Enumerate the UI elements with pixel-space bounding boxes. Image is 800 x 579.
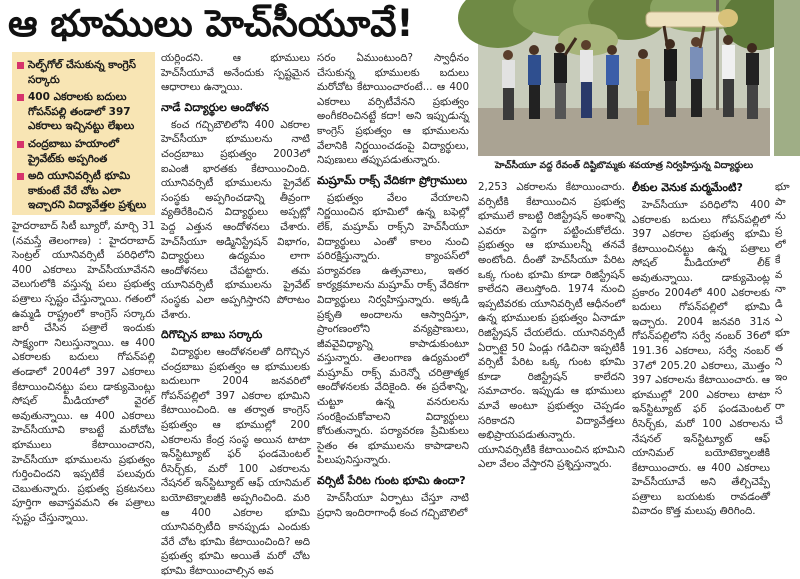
subheading: మష్రూమ్ రాక్స్ వేదికగా ప్రోగ్రాములు (317, 173, 468, 187)
student-figure (580, 40, 593, 118)
protest-photo (478, 0, 770, 156)
cropped-text-line: చే (775, 414, 783, 427)
student-figure (502, 50, 515, 120)
paragraph: హెచ్‌సీయూ పరిధిలోని 400 ఎకరాలకు బదులు గోపన్‌పల్లిలో 397 ఎకరాల ప్రభుత్వ భూమి కేటాయించినట్టు ఉన్న పత్రాలు సోషల్ మీడియాలో లీక్ అవుతున్నాయి. డాక్యుమెంట్ల ప్రకారం 2004లో 400 ఎకరాలకు బదులు గోపన్‌పల్లిలో భూమి ఇచ్చారు. 2004 జనవరి 31న గోపన్‌పల్లిలోని సర్వే నంబర్ 36లో 191.36 ఎకరాలు, సర్వే నంబర్ 37లో 205.20 ఎకరాలు, మొత్తం 397 ఎకరాలను కేటాయించారు. ఆ భూముల్లో 200 ఎకరాలు టాటా ఇన్‌స్టిట్యూట్ ఫర్ ఫండమెంటల్ రీసెర్చ్‌కు, మరో 100 ఎకరాలను నేషనల్ ఇన్‌స్టిట్యూట్ ఆఫ్ యానిమల్ బయోటెక్నాలజీకి కేటాయించారు. ఆ 400 ఎకరాలు హెచ్‌సీయూవే అని తేల్చిచెప్పే పత్రాలు బయటకు రావడంతో వివాదం కొత్త మలుపు తిరిగింది. (632, 199, 770, 518)
paragraph: యర్లిందని. ఆ భూములు హెచ్‌సీయూవే అనేందుకు స్పష్టమైన ఆధారాలు ఉన్నాయి. (161, 52, 310, 94)
police-officer (636, 49, 650, 125)
effigy (646, 9, 738, 27)
cropped-text-line: స (775, 385, 783, 398)
subheading: నాడే విద్యార్థుల ఆందోళన (161, 100, 269, 114)
article-column-4 (478, 180, 625, 471)
student-figure (722, 35, 735, 117)
headline: ఆ భూములు హెచ్‌సీయూవే! (8, 2, 414, 45)
highlight-text: అది యూనివర్సిటీ భూమి కాకుంటే వేరే చోట ఎలా ఇచ్చారని విద్యావేత్తల ప్రశ్నలు (28, 170, 147, 212)
subheading: లీకుల వెనుక మర్మమేంటి? (632, 181, 743, 194)
cropped-text-line: నా (775, 283, 786, 296)
bullet-square-icon (17, 62, 24, 69)
paragraph: హెచ్‌సీయూ ఏర్పాటు చేస్తూ నాటి ప్రధాని ఇందిరాగాంధీ కంచ గచ్చిబౌలిలో (317, 492, 469, 519)
subheading: వర్సిటీ పేరిట గుంట భూమి ఉందా? (317, 474, 466, 488)
cropped-text-line: ప్ర (775, 224, 783, 237)
highlights-list (17, 58, 150, 213)
student-figure (606, 45, 619, 119)
paragraph: కంచ గచ్చిబౌలిలోని 400 ఎకరాల హెచ్‌సీయూ భూములను నాటి చంద్రబాబు ప్రభుత్వం 2003లో ఐఎంజీ భారతకు కేటాయించింది. యూనివర్సిటీ భూములను ప్రైవేట్ సంస్థకు అప్పగించడాన్ని తీవ్రంగా వ్యతిరేకించిన విద్యార్థులు అప్పట్లో పెద్ద ఎత్తున ఆందోళనలు చేశారు. హెచ్‌సీయూ అడ్మినిస్ట్రేషన్ విభాగం, విద్యార్థులు ఉద్యమం లాగా ఆందోళనలు చేపట్టారు. తమ యూనివర్సిటీ భూములను ప్రైవేట్ సంస్థకు ఎలా అప్పగిస్తారని పోరాటం చేశారు. (161, 118, 310, 321)
lead-paragraph: హైదరాబాద్ సిటీ బ్యూరో, మార్చి 31 (నమస్తే తెలంగాణ) : హైదరాబాద్ సెంట్రల్ యూనివర్సిటీ పరిధిలోని 400 ఎకరాలు హెచ్‌సీయూవేనని వెలుగులోకి వస్తున్న పలు ప్రభుత్వ పత్రాలు స్పష్టం చేస్తున్నాయి. గతంలో ఉమ్మడి రాష్ట్రంలో కాంగ్రెస్ సర్కారు జారీ చేసిన పత్రాలే ఇందుకు సాక్ష్యంగా నిలుస్తున్నాయి. ఆ 400 ఎకరాలకు బదులు గోపన్‌పల్లి తండాలో 2004లో 397 ఎకరాలు కేటాయించినట్టు పలు డాక్యుమెంట్లు సోషల్ మీడియాలో వైరల్ అవుతున్నాయి. ఆ 400 ఎకరాలు హెచ్‌సీయూవి కాబట్టే మరోచోట భూములు కేటాయించారని, హెచ్‌సీయూ భూములను ప్రభుత్వం గుర్తించిందని ఇప్పటికే పలువురు చెబుతున్నారు. ప్రభుత్వ ప్రకటనలు పూర్తిగా అవాస్తవమని ఈ పత్రాలు స్పష్టం చేస్తున్నాయి. (12, 220, 155, 524)
cropped-text-line: పా (775, 195, 786, 208)
paragraph: సరం ఏముంటుంది? స్వాధీనం చేసుకున్న భూములకు బదులు మరోచోట కేటాయించారంటే... ఆ 400 ఎకరాలు వర్సిటీవేనని ప్రభుత్వం అంగీకరించినట్టే కదా! అని ఇప్పుడున్న కాంగ్రెస్ ప్రభుత్వం ఆ భూములను వేలానికి నిర్ణయించడంపై విద్యార్థులు, నిపుణులు తప్పుపడుతున్నారు. (317, 52, 469, 167)
cropped-text-line: కే (775, 253, 781, 266)
cropped-text-line: ను (775, 210, 786, 223)
student-figure (746, 43, 759, 119)
paragraph: విద్యార్థుల ఆందోళనలతో దిగొచ్చిన చంద్రబాబు ప్రభుత్వం ఆ భూములకు బదులుగా 2004 జనవరిలో గోపన్‌పల్లిలో 397 ఎకరాల భూమిని కేటాయించింది. ఆ తర్వాత కాంగ్రెస్ ప్రభుత్వం ఆ భూముల్లో 200 ఎకరాలను కేంద్ర సంస్థ అయిన టాటా ఇన్‌స్టిట్యూట్ ఫర్ ఫండమెంటల్ రీసెర్చ్‌కు, మరో 100 ఎకరాలను నేషనల్ ఇన్‌స్టిట్యూట్ ఆఫ్ యానిమల్ బయోటెక్నాలజీకి అప్పగించింది. మరి ఆ 400 ఎకరాల భూమి యూనివర్సిటీది కానప్పుడు ఎందుకు వేరే చోట భూమి కేటాయించింది? అది ప్రభుత్వ భూమి అయితే మరో చోట భూమి కేటాయించాల్సిన అవ (161, 346, 310, 577)
photo-caption: హెచ్‌సీయూ వద్ద రేవంత్ దిష్టిబొమ్మకు శవయాత్ర నిర్వహిస్తున్న విద్యార్థులు (494, 160, 754, 171)
article-column-2 (161, 51, 310, 577)
article-column-1 (12, 219, 155, 524)
highlight-item (17, 58, 150, 87)
cropped-adjacent-column (775, 180, 800, 442)
bullet-square-icon (17, 173, 24, 180)
highlight-item (17, 90, 150, 134)
paragraph: ప్రభుత్వం వేలం వేయాలని నిర్ణయించిన భూమిలో ఉన్న బఫెల్లో లేక్, మష్రూమ్ రాక్స్‌ని హెచ్‌సీయూ విద్యార్థులు ఎంతో కాలం నుంచి పరిరక్షిస్తున్నారు. క్యాంపస్‌లో పర్యావరణ ఉత్సవాలు, ఇతర కార్యక్రమాలను మష్రూమ్ రాక్స్ వేదికగా విద్యార్థులు నిర్వహిస్తున్నారు. అక్కడి ప్రకృతి అందాలను ఆస్వాదిస్తూ, ప్రాంగణంలోని వన్యప్రాణులు, జీవవైవిధ్యాన్ని కాపాడుకుంటూ వస్తున్నారు. తెలంగాణ ఉద్యమంలో మష్రూమ్ రాక్స్ మరెన్నో చరిత్రాత్మక ఆందోళనలకు వేదికైంది. ఈ ప్రదేశాన్ని, చుట్టూ ఉన్న వనరులను సంరక్షించుకోవాలని విద్యార్థులు కోరుతున్నారు. పర్యావరణ ప్రేమికులు సైతం ఈ భూములను కాపాడాలని పిలుపునిస్తున్నారు. (317, 191, 469, 467)
student-figure (528, 45, 541, 119)
subheading: దిగొచ్చిన బాబు సర్కారు (161, 328, 263, 342)
highlight-text: సెల్ఫ్‌గోల్ చేసుకున్న కాంగ్రెస్ సర్కారు (28, 59, 137, 86)
highlight-item (17, 169, 150, 213)
cropped-text-line: ఇం (775, 370, 788, 383)
cropped-text-line: ని (775, 356, 783, 369)
highlight-item (17, 137, 150, 166)
cropped-text-line: డి (775, 297, 783, 310)
cropped-text-line: లో (775, 239, 786, 252)
cropped-text-line: ఎ (775, 312, 783, 325)
cropped-text-line: త (775, 341, 784, 354)
cropped-text-line: వ (775, 268, 783, 281)
article-column-3 (317, 51, 469, 519)
adjacent-photo-edge (774, 0, 800, 156)
cropped-text-line: భూ (775, 326, 790, 339)
highlight-text: 400 ఎకరాలకు బదులు గోపన్‌పల్లి తండాలో 397 ఎకరాలు ఇచ్చినట్టు లేఖలు (28, 91, 135, 133)
student-figure (690, 26, 704, 117)
paragraph: 2,253 ఎకరాలను కేటాయించారు. వర్సిటీకి కేటాయించిన ప్రభుత్వ భూములే కాబట్టి రిజిస్ట్రేషన్ అంశాన్ని ఎవరూ పెద్దగా పట్టించుకోలేదు. ప్రభుత్వం ఆ భూములన్నీ తనవే అంటోంది. దీంతో హెచ్‌సీయూ పేరిట ఒక్క గుంట భూమి కూడా రిజిస్ట్రేషన్ కాలేదని తెలుస్తోంది. 1974 నుంచి ఇప్పటివరకు యూనివర్సిటీ ఆధీనంలో ఉన్న భూములకు ప్రభుత్వం ఏనాడూ రిజిస్ట్రేషన్ చేయలేదు. యూనివర్సిటీ ఏర్పాటై 50 ఏండ్లు గడిచినా ఇప్పటికీ వర్సిటీ పేరిట ఒక్క గుంట భూమి కూడా రిజిస్ట్రేషన్ కాలేదని సమాచారం. ఇప్పుడు ఆ భూములు మావే అంటూ ప్రభుత్వం చెప్పడం సరికాదని విద్యావేత్తలు అభిప్రాయపడుతున్నారు. యూనివర్సిటీకి కేటాయించిన భూమిని ఎలా వేలం వేస్తారని ప్రశ్నిస్తున్నారు. (478, 181, 625, 471)
protest-photo-drawing (478, 0, 770, 156)
bullet-square-icon (17, 94, 24, 101)
cropped-text-line: రా (775, 399, 785, 412)
bullet-square-icon (17, 141, 24, 148)
highlight-text: చంద్రబాబు హయాంలో ప్రైవేట్‌కు అప్పగింత (28, 137, 119, 165)
cropped-text-line: భూ (775, 181, 790, 193)
highlights-box (12, 52, 155, 215)
article-column-5 (632, 180, 770, 518)
